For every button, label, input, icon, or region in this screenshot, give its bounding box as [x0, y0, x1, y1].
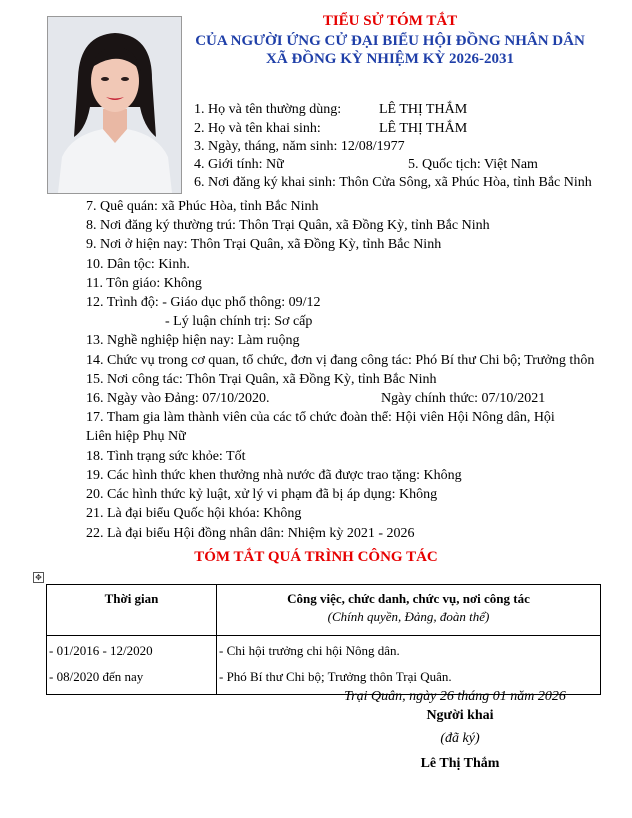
full-name-label: 1. Họ và tên thường dùng:	[194, 102, 342, 117]
column-header-job: Công việc, chức danh, chức vụ, nơi công tác (Chính quyền, Đảng, đoàn thể)	[217, 585, 601, 636]
document-subtitle-2: XÃ ĐỒNG KỲ NHIỆM KỲ 2026-2031	[266, 51, 514, 67]
nationality: 5. Quốc tịch: Việt Nam	[408, 157, 538, 172]
political-theory-level: - Lý luận chính trị: Sơ cấp	[165, 314, 313, 329]
declarant-name: Lê Thị Thắm	[420, 756, 500, 771]
time-cell	[47, 636, 217, 695]
birth-name-value: LÊ THỊ THẮM	[379, 121, 468, 136]
organizations-line-2: Liên hiệp Phụ Nữ	[86, 429, 186, 444]
awards: 19. Các hình thức khen thưởng nhà nước đã được trao tặng: Không	[86, 468, 462, 483]
job-cell	[217, 636, 601, 695]
disciplinary-actions: 20. Các hình thức kỷ luật, xử lý vi phạm đã bị áp dụng: Không	[86, 487, 438, 502]
place-and-date: Trại Quân, ngày 26 tháng 01 năm 2026	[344, 689, 566, 704]
work-history-title: TÓM TẮT QUÁ TRÌNH CÔNG TÁC	[194, 549, 438, 565]
table-move-handle-icon[interactable]: ✥	[33, 572, 44, 583]
current-position: 14. Chức vụ trong cơ quan, tổ chức, đơn vị đang công tác: Phó Bí thư Chi bộ; Trưởng thôn	[86, 353, 595, 368]
party-official-date: Ngày chính thức: 07/10/2021	[381, 391, 546, 406]
hometown: 7. Quê quán: xã Phúc Hòa, tỉnh Bắc Ninh	[86, 199, 319, 214]
work-history-table	[46, 584, 601, 695]
ethnicity: 10. Dân tộc: Kinh.	[86, 257, 190, 272]
document-subtitle-1: CỦA NGƯỜI ỨNG CỬ ĐẠI BIỂU HỘI ĐỒNG NHÂN DÂN	[195, 33, 585, 49]
birth-name-label: 2. Họ và tên khai sinh:	[194, 121, 321, 136]
date-of-birth: 3. Ngày, tháng, năm sinh: 12/08/1977	[194, 139, 405, 154]
time-entry-2: - 08/2020 đến nay	[49, 669, 144, 684]
column-header-job-subtitle: (Chính quyền, Đảng, đoàn thể)	[327, 609, 490, 624]
council-delegate: 22. Là đại biểu Hội đồng nhân dân: Nhiệm kỳ 2021 - 2026	[86, 526, 415, 541]
party-join-date: 16. Ngày vào Đảng: 07/10/2020.	[86, 391, 270, 406]
occupation: 13. Nghề nghiệp hiện nay: Làm ruộng	[86, 333, 300, 348]
workplace: 15. Nơi công tác: Thôn Trại Quân, xã Đồng Kỳ, tỉnh Bắc Ninh	[86, 372, 437, 387]
education-level: 12. Trình độ: - Giáo dục phổ thông: 09/12	[86, 295, 321, 310]
national-assembly-delegate: 21. Là đại biểu Quốc hội khóa: Không	[86, 506, 302, 521]
birth-registration-place: 6. Nơi đăng ký khai sinh: Thôn Cửa Sông, xã Phúc Hòa, tỉnh Bắc Ninh	[194, 175, 592, 190]
document-title: TIỂU SỬ TÓM TẮT	[322, 13, 458, 29]
signed-note: (đã ký)	[440, 731, 480, 746]
declarant-role: Người khai	[426, 708, 494, 723]
table-header-row	[47, 585, 601, 636]
time-entry-1: - 01/2016 - 12/2020	[49, 643, 153, 658]
full-name-value: LÊ THỊ THẮM	[379, 102, 468, 117]
column-header-time: Thời gian	[47, 585, 217, 636]
job-entry-1: - Chi hội trưởng chi hội Nông dân.	[219, 643, 400, 658]
permanent-residence: 8. Nơi đăng ký thường trú: Thôn Trại Quân, xã Đồng Kỳ, tỉnh Bắc Ninh	[86, 218, 490, 233]
portrait-image	[48, 17, 181, 193]
health-status: 18. Tình trạng sức khỏe: Tốt	[86, 449, 246, 464]
gender: 4. Giới tính: Nữ	[194, 157, 284, 172]
current-residence: 9. Nơi ở hiện nay: Thôn Trại Quân, xã Đồng Kỳ, tỉnh Bắc Ninh	[86, 237, 442, 252]
table-row	[47, 636, 601, 695]
candidate-photo	[47, 16, 182, 194]
organizations-line-1: 17. Tham gia làm thành viên của các tổ chức đoàn thể: Hội viên Hội Nông dân, Hội	[86, 410, 555, 425]
religion: 11. Tôn giáo: Không	[86, 276, 202, 291]
job-entry-2: - Phó Bí thư Chi bộ; Trưởng thôn Trại Quân.	[219, 669, 452, 684]
